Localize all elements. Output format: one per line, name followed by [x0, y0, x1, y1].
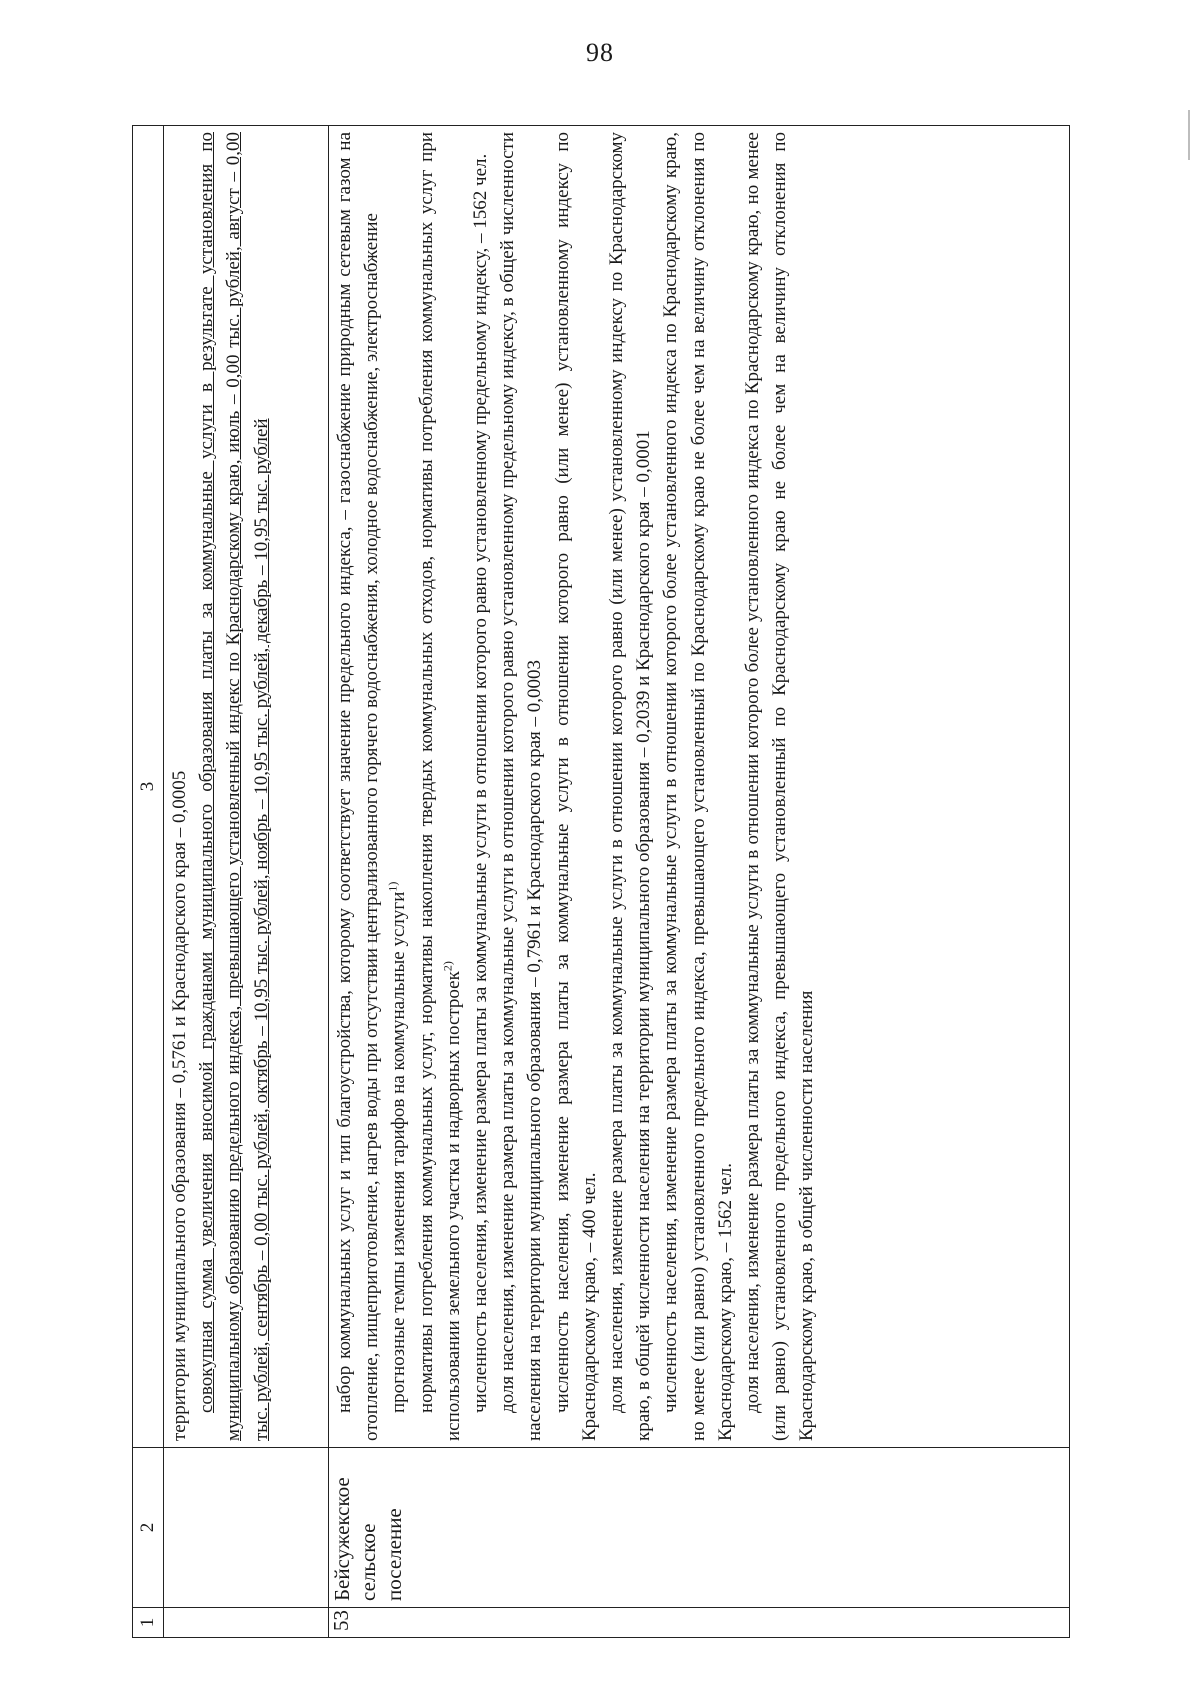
text-paragraph	[385, 132, 412, 1441]
rotated-table-container	[132, 126, 1070, 1638]
table-row	[329, 126, 1070, 1638]
text-paragraph: численность населения, изменение размера платы за коммунальные услуги в отношении которого равно (или менее) установленному индексу по Краснодарскому краю, – 400 чел.	[551, 132, 600, 1441]
header-col-2: 2	[133, 1448, 164, 1608]
underlined-text: совокупная сумма увеличения вносимой гражданами муниципального образования платы за коммунальные услуги в результате установления по муниципальному образованию предельного индекса, превышающего установленный индекс по Краснодарскому краю, июль – 0,00 тыс. рублей, август – 0,00 тыс. рублей, сентябрь – 0,00 тыс. рублей, октябрь – 10,95 тыс. рублей, ноябрь – 10,95 тыс. рублей, декабрь – 10,95 тыс. рублей	[196, 132, 272, 1441]
table-row-continuation	[164, 126, 329, 1638]
text-paragraph: доля населения, изменение размера платы за коммунальные услуги в отношении которого равно установленному предельному индексу, в общей численности населения на территории муниципального образования – 0,7961 и Краснодарского края – 0,0003	[497, 132, 546, 1441]
footnote-mark: 1)	[386, 881, 401, 892]
footnote-mark: 2)	[440, 961, 455, 972]
text-paragraph: численность населения, изменение размера платы за коммунальные услуги в отношении которого равно установленному предельному индексу, – 1562 чел.	[470, 153, 492, 1413]
row-description	[164, 126, 329, 1448]
text-paragraph: доля населения, изменение размера платы за коммунальные услуги в отношении которого равно (или менее) установленному индексу по Краснодарскому краю, в общей численности населения на территории муниципального образования – 0,2039 и Краснодарского края – 0,0001	[606, 132, 655, 1441]
text-paragraph: численность населения, изменение размера платы за коммунальные услуги в отношении которого более установленного индекса по Краснодарскому краю, но менее (или равно) установленного предельного индекса, превышающего установленный по Краснодарскому краю не более чем на величину отклонения по Краснодарскому краю, – 1562 чел.	[660, 132, 736, 1441]
municipality-name: Бейсужекское сельское поселение	[329, 1448, 1070, 1608]
header-col-3: 3	[133, 126, 164, 1448]
paragraph-text: нормативы потребления коммунальных услуг, нормативы накопления твердых коммунальных отходов, нормативы потребления коммунальных услуг при использовании земельного участка и надворных построек	[415, 132, 464, 1441]
text-paragraph	[193, 132, 275, 1441]
text-paragraph: набор коммунальных услуг и тип благоустройства, которому соответствует значение предельного индекса, – газоснабжение природным сетевым газом на отопление, пищеприготовление, нагрев воды при отсутствии централизованного горячего водоснабжения, холодное водоснабжение, электроснабжение	[334, 132, 383, 1441]
text-paragraph: доля населения, изменение размера платы за коммунальные услуги в отношении которого более установленного индекса по Краснодарскому краю, но менее (или равно) установленного предельного индекса, превышающего установленный по Краснодарскому краю не более чем на величину отклонения по Краснодарскому краю, в общей численности населения	[742, 132, 818, 1441]
row-description	[329, 126, 1070, 1448]
data-table	[132, 125, 1070, 1638]
row-name-empty	[164, 1448, 329, 1608]
row-number: 53	[329, 1608, 1070, 1638]
header-col-1: 1	[133, 1608, 164, 1638]
scan-artifact-edge	[1188, 110, 1190, 160]
paragraph-text: прогнозные темпы изменения тарифов на коммунальные услуги	[388, 891, 410, 1413]
text-paragraph	[413, 132, 467, 1441]
text-paragraph: территории муниципального образования – 0,5761 и Краснодарского края – 0,0005	[169, 770, 190, 1441]
row-number-empty	[164, 1608, 329, 1638]
table-header-row	[133, 126, 164, 1638]
page-number: 98	[586, 38, 614, 67]
